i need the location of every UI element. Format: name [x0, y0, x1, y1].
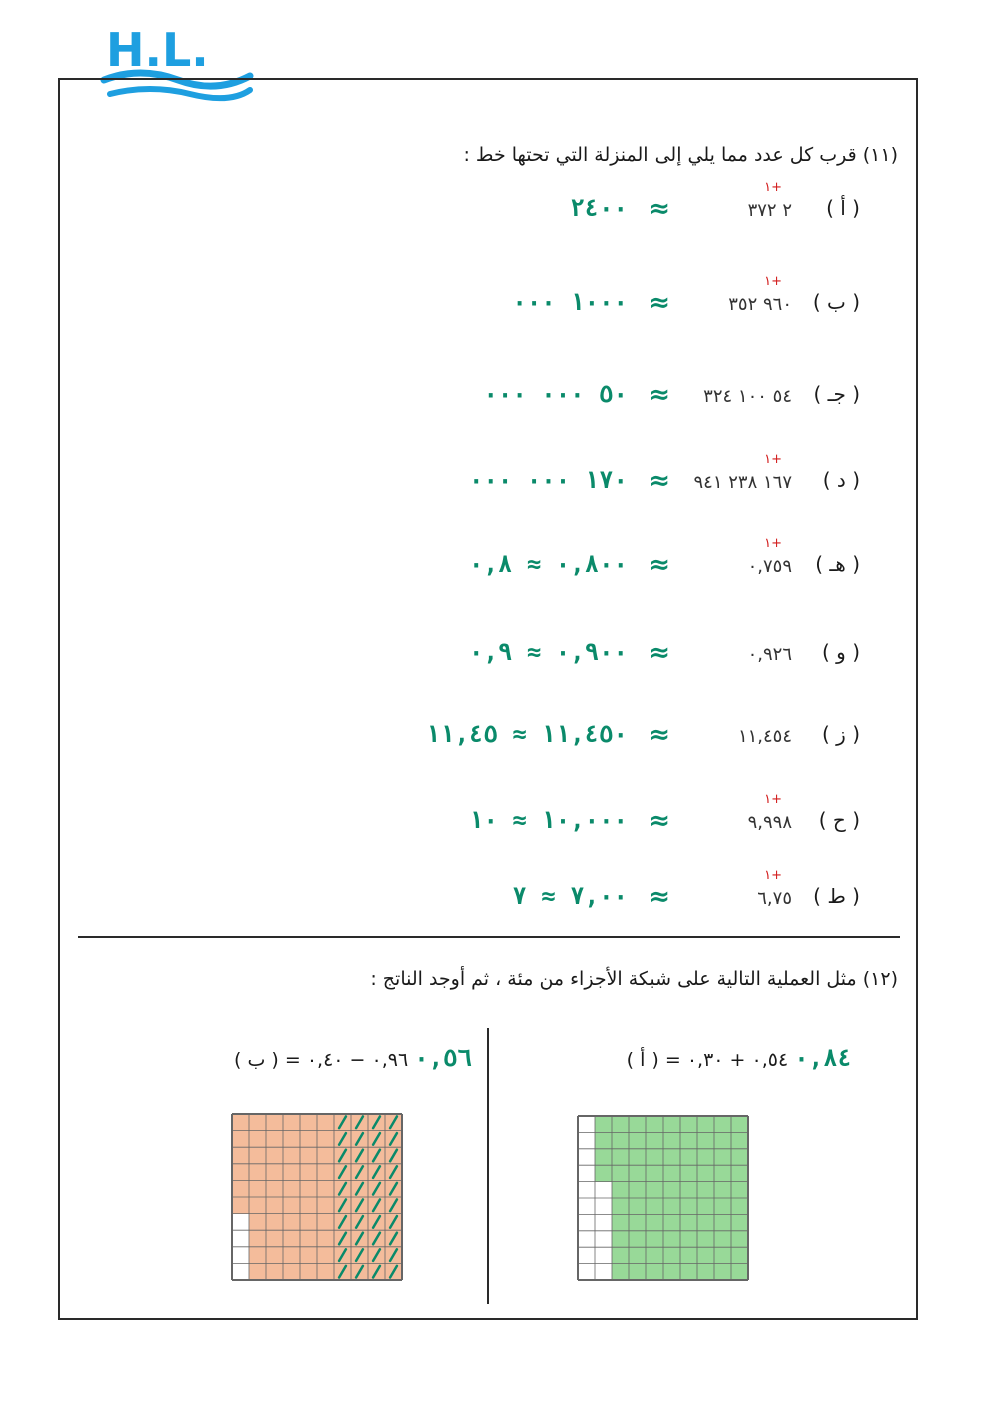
shaded-cell [266, 1230, 283, 1247]
shaded-cell [249, 1214, 266, 1231]
shaded-cell [612, 1231, 629, 1247]
shaded-cell [283, 1180, 300, 1197]
shaded-cell [249, 1230, 266, 1247]
shaded-cell [283, 1197, 300, 1214]
shaded-cell [697, 1116, 714, 1132]
shaded-cell [646, 1182, 663, 1198]
shaded-cell [646, 1198, 663, 1214]
item-answer: ١٠,٠٠٠ ≈ ١٠ [469, 806, 628, 834]
shaded-cell [714, 1198, 731, 1214]
shaded-cell [663, 1231, 680, 1247]
shaded-cell [714, 1247, 731, 1263]
q12b-expression: ٠,٩٦ − ٠,٤٠ = [284, 1049, 409, 1071]
item-answer: ٠,٨٠٠ ≈ ٠,٨ [469, 550, 628, 578]
column-divider [487, 1028, 489, 1304]
shaded-cell [249, 1197, 266, 1214]
rounding-mark: +١ [764, 792, 782, 807]
shaded-cell [612, 1264, 629, 1280]
shaded-cell [680, 1264, 697, 1280]
shaded-cell [663, 1198, 680, 1214]
shaded-cell [646, 1247, 663, 1263]
q11-item [420, 722, 860, 756]
shaded-cell [283, 1131, 300, 1148]
shaded-cell [612, 1247, 629, 1263]
shaded-cell [731, 1165, 748, 1181]
item-number: ٦,٧٥ [757, 888, 792, 909]
shaded-cell [629, 1231, 646, 1247]
shaded-cell [629, 1198, 646, 1214]
shaded-cell [731, 1264, 748, 1280]
shaded-cell [714, 1214, 731, 1230]
shaded-cell [629, 1149, 646, 1165]
q11-title: (١١) قرب كل عدد مما يلي إلى المنزلة التي تحتها خط : [463, 144, 898, 166]
shaded-cell [283, 1164, 300, 1181]
shaded-cell [232, 1147, 249, 1164]
shaded-cell [680, 1198, 697, 1214]
shaded-cell [629, 1182, 646, 1198]
item-number: ٥٤ ١٠٠ ٣٢٤ [703, 386, 792, 407]
shaded-cell [595, 1116, 612, 1132]
hundred-grid-a [576, 1114, 750, 1282]
shaded-cell [714, 1149, 731, 1165]
approx-symbol: ≈ [648, 194, 670, 224]
shaded-cell [663, 1182, 680, 1198]
shaded-cell [300, 1114, 317, 1131]
item-label: ( ح ) [818, 808, 860, 832]
approx-symbol: ≈ [648, 720, 670, 750]
shaded-cell [731, 1116, 748, 1132]
shaded-cell [317, 1147, 334, 1164]
shaded-cell [629, 1116, 646, 1132]
shaded-cell [663, 1116, 680, 1132]
shaded-cell [283, 1247, 300, 1264]
shaded-cell [646, 1116, 663, 1132]
approx-symbol: ≈ [648, 882, 670, 912]
shaded-cell [612, 1149, 629, 1165]
item-number: ٠,٩٢٦ [747, 644, 792, 665]
q12b-equation [234, 1044, 472, 1072]
shaded-cell [731, 1247, 748, 1263]
shaded-cell [697, 1264, 714, 1280]
shaded-cell [646, 1231, 663, 1247]
shaded-cell [629, 1214, 646, 1230]
item-label: ( جـ ) [813, 382, 860, 406]
shaded-cell [697, 1231, 714, 1247]
shaded-cell [697, 1182, 714, 1198]
q11-item [420, 640, 860, 674]
shaded-cell [680, 1231, 697, 1247]
shaded-cell [317, 1263, 334, 1280]
item-answer: ٢٤٠٠ [570, 194, 628, 222]
approx-symbol: ≈ [648, 380, 670, 410]
shaded-cell [612, 1182, 629, 1198]
shaded-cell [697, 1165, 714, 1181]
shaded-cell [317, 1131, 334, 1148]
item-number: ٩,٩٩٨ [747, 812, 792, 833]
q11-item [420, 452, 860, 502]
shaded-cell [232, 1180, 249, 1197]
shaded-cell [663, 1149, 680, 1165]
item-number: ١٦٧ ٢٣٨ ٩٤١ [693, 472, 792, 493]
shaded-cell [595, 1132, 612, 1148]
shaded-cell [595, 1149, 612, 1165]
shaded-cell [612, 1214, 629, 1230]
shaded-cell [680, 1116, 697, 1132]
shaded-cell [612, 1132, 629, 1148]
q12a-label: ( أ ) [626, 1049, 659, 1071]
shaded-cell [663, 1264, 680, 1280]
shaded-cell [283, 1147, 300, 1164]
shaded-cell [663, 1247, 680, 1263]
item-number: ٠,٧٥٩ [747, 556, 792, 577]
item-label: ( ط ) [813, 884, 860, 908]
q12b-answer: ٠,٥٦ [414, 1044, 472, 1072]
shaded-cell [249, 1147, 266, 1164]
shaded-cell [317, 1230, 334, 1247]
shaded-cell [300, 1131, 317, 1148]
shaded-cell [612, 1165, 629, 1181]
item-answer: ٠,٩٠٠ ≈ ٠,٩ [469, 638, 628, 666]
shaded-cell [317, 1197, 334, 1214]
shaded-cell [646, 1264, 663, 1280]
shaded-cell [300, 1247, 317, 1264]
shaded-cell [249, 1180, 266, 1197]
approx-symbol: ≈ [648, 466, 670, 496]
shaded-cell [266, 1180, 283, 1197]
shaded-cell [629, 1264, 646, 1280]
q12b-label: ( ب ) [234, 1049, 279, 1071]
shaded-cell [697, 1214, 714, 1230]
item-label: ( ب ) [812, 290, 860, 314]
shaded-cell [232, 1197, 249, 1214]
item-label: ( و ) [822, 640, 860, 664]
item-label: ( د ) [822, 468, 860, 492]
item-number: ٩٦٠ ٣٥٢ [728, 294, 792, 315]
shaded-cell [714, 1231, 731, 1247]
rounding-mark: +١ [764, 868, 782, 883]
shaded-cell [300, 1263, 317, 1280]
item-answer: ٥٠ ٠٠٠ ٠٠٠ [483, 380, 628, 408]
item-number: ٢ ٣٧٢ [747, 200, 792, 221]
hundred-grid-b [230, 1112, 404, 1282]
shaded-cell [663, 1214, 680, 1230]
shaded-cell [300, 1164, 317, 1181]
shaded-cell [697, 1247, 714, 1263]
shaded-cell [300, 1147, 317, 1164]
approx-symbol: ≈ [648, 806, 670, 836]
shaded-cell [266, 1147, 283, 1164]
shaded-cell [680, 1132, 697, 1148]
shaded-cell [300, 1197, 317, 1214]
rounding-mark: +١ [764, 274, 782, 289]
shaded-cell [629, 1165, 646, 1181]
shaded-cell [317, 1214, 334, 1231]
logo-text: H.L. [106, 23, 209, 77]
shaded-cell [697, 1149, 714, 1165]
rounding-mark: +١ [764, 452, 782, 467]
shaded-cell [629, 1247, 646, 1263]
shaded-cell [249, 1114, 266, 1131]
shaded-cell [249, 1164, 266, 1181]
shaded-cell [663, 1165, 680, 1181]
shaded-cell [731, 1132, 748, 1148]
q12a-expression: ٠,٥٤ + ٠,٣٠ = [664, 1049, 789, 1071]
shaded-cell [612, 1198, 629, 1214]
shaded-cell [249, 1131, 266, 1148]
shaded-cell [714, 1165, 731, 1181]
shaded-cell [612, 1116, 629, 1132]
rounding-mark: +١ [764, 180, 782, 195]
item-label: ( أ ) [826, 196, 860, 220]
q12a-equation [627, 1044, 852, 1072]
shaded-cell [731, 1182, 748, 1198]
shaded-cell [317, 1114, 334, 1131]
shaded-cell [731, 1149, 748, 1165]
q11-item [420, 536, 860, 586]
shaded-cell [266, 1197, 283, 1214]
shaded-cell [731, 1214, 748, 1230]
item-answer: ٧,٠٠ ≈ ٧ [512, 882, 628, 910]
q11-item [420, 792, 860, 842]
shaded-cell [317, 1164, 334, 1181]
shaded-cell [714, 1182, 731, 1198]
shaded-cell [232, 1114, 249, 1131]
shaded-cell [317, 1247, 334, 1264]
shaded-cell [283, 1114, 300, 1131]
shaded-cell [714, 1116, 731, 1132]
item-answer: ١٧٠ ٠٠٠ ٠٠٠ [469, 466, 628, 494]
q11-item [420, 180, 860, 230]
shaded-cell [680, 1247, 697, 1263]
shaded-cell [300, 1214, 317, 1231]
shaded-cell [283, 1214, 300, 1231]
section-divider [78, 936, 900, 938]
item-label: ( ز ) [822, 722, 860, 746]
shaded-cell [300, 1180, 317, 1197]
rounding-mark: +١ [764, 536, 782, 551]
item-number: ١١,٤٥٤ [737, 726, 792, 747]
shaded-cell [646, 1214, 663, 1230]
approx-symbol: ≈ [648, 638, 670, 668]
shaded-cell [232, 1131, 249, 1148]
approx-symbol: ≈ [648, 550, 670, 580]
shaded-cell [680, 1214, 697, 1230]
shaded-cell [714, 1132, 731, 1148]
item-label: ( هـ ) [815, 552, 860, 576]
item-answer: ١١,٤٥٠ ≈ ١١,٤٥ [425, 720, 628, 748]
shaded-cell [266, 1131, 283, 1148]
shaded-cell [680, 1149, 697, 1165]
approx-symbol: ≈ [648, 288, 670, 318]
shaded-cell [266, 1114, 283, 1131]
q11-item [420, 382, 860, 416]
shaded-cell [317, 1180, 334, 1197]
shaded-cell [266, 1263, 283, 1280]
shaded-cell [646, 1132, 663, 1148]
shaded-cell [714, 1264, 731, 1280]
shaded-cell [283, 1230, 300, 1247]
shaded-cell [629, 1132, 646, 1148]
shaded-cell [646, 1149, 663, 1165]
shaded-cell [232, 1164, 249, 1181]
shaded-cell [646, 1165, 663, 1181]
shaded-cell [249, 1247, 266, 1264]
q11-item [420, 868, 860, 918]
shaded-cell [266, 1214, 283, 1231]
q12a-answer: ٠,٨٤ [794, 1044, 852, 1072]
q12-title: (١٢) مثل العملية التالية على شبكة الأجزاء من مئة ، ثم أوجد الناتج : [370, 968, 898, 990]
shaded-cell [731, 1198, 748, 1214]
shaded-cell [595, 1165, 612, 1181]
shaded-cell [697, 1198, 714, 1214]
shaded-cell [697, 1132, 714, 1148]
shaded-cell [680, 1165, 697, 1181]
shaded-cell [680, 1182, 697, 1198]
shaded-cell [731, 1231, 748, 1247]
shaded-cell [663, 1132, 680, 1148]
item-answer: ١٠٠٠ ٠٠٠ [512, 288, 628, 316]
shaded-cell [249, 1263, 266, 1280]
shaded-cell [283, 1263, 300, 1280]
q11-item [420, 274, 860, 324]
shaded-cell [266, 1247, 283, 1264]
shaded-cell [266, 1164, 283, 1181]
shaded-cell [300, 1230, 317, 1247]
